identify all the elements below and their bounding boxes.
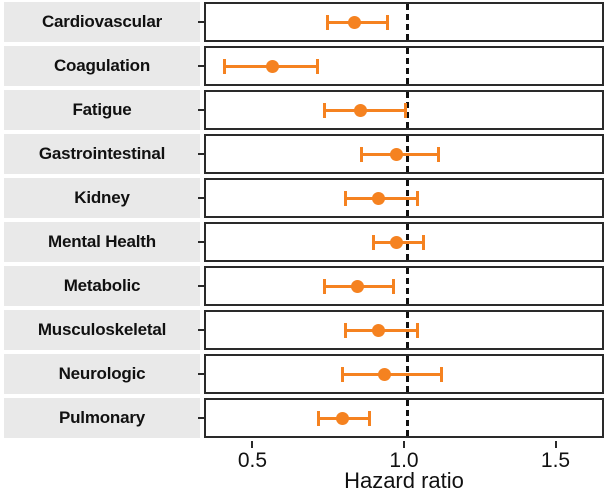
confidence-interval-cap-high — [416, 191, 419, 206]
confidence-interval-cap-high — [422, 235, 425, 250]
row-panel — [204, 310, 604, 350]
confidence-interval-line — [342, 373, 442, 376]
reference-line — [406, 268, 409, 304]
row-label-cardiovascular: Cardiovascular — [4, 2, 200, 42]
row-label-coagulation: Coagulation — [4, 46, 200, 86]
confidence-interval-cap-low — [360, 147, 363, 162]
row-panel — [204, 2, 604, 42]
panel-inner — [206, 268, 602, 304]
reference-line — [406, 400, 409, 436]
confidence-interval-cap-high — [437, 147, 440, 162]
panel-inner — [206, 180, 602, 216]
panel-inner — [206, 312, 602, 348]
row-label-pulmonary: Pulmonary — [4, 398, 200, 438]
row-label-musculoskeletal: Musculoskeletal — [4, 310, 200, 350]
estimate-point — [266, 60, 279, 73]
estimate-point — [354, 104, 367, 117]
row-label-fatigue: Fatigue — [4, 90, 200, 130]
estimate-point — [390, 236, 403, 249]
confidence-interval-cap-high — [386, 15, 389, 30]
row-panel — [204, 222, 604, 262]
row-panel — [204, 134, 604, 174]
row-label-mental-health: Mental Health — [4, 222, 200, 262]
row-panel — [204, 90, 604, 130]
row-label-neurologic: Neurologic — [4, 354, 200, 394]
row-panel — [204, 266, 604, 306]
row-panel — [204, 354, 604, 394]
confidence-interval-cap-high — [404, 103, 407, 118]
confidence-interval-cap-low — [223, 59, 226, 74]
reference-line — [406, 4, 409, 40]
confidence-interval-cap-high — [416, 323, 419, 338]
row-label-kidney: Kidney — [4, 178, 200, 218]
confidence-interval-cap-high — [392, 279, 395, 294]
row-panel — [204, 46, 604, 86]
confidence-interval-cap-low — [326, 15, 329, 30]
confidence-interval-cap-low — [372, 235, 375, 250]
confidence-interval-cap-high — [440, 367, 443, 382]
x-axis-tick — [403, 441, 405, 448]
confidence-interval-cap-low — [344, 323, 347, 338]
estimate-point — [372, 324, 385, 337]
panel-inner — [206, 4, 602, 40]
x-axis-title: Hazard ratio — [344, 468, 464, 493]
estimate-point — [351, 280, 364, 293]
row-panel — [204, 398, 604, 438]
estimate-point — [336, 412, 349, 425]
panel-inner — [206, 48, 602, 84]
estimate-point — [348, 16, 361, 29]
panel-inner — [206, 224, 602, 260]
x-axis-tick-label: 1.0 — [389, 449, 419, 472]
x-axis-tick-label: 0.5 — [237, 449, 268, 472]
x-axis-tick — [251, 441, 253, 448]
confidence-interval-cap-low — [317, 411, 320, 426]
row-panel — [204, 178, 604, 218]
confidence-interval-cap-low — [323, 103, 326, 118]
confidence-interval-cap-high — [368, 411, 371, 426]
x-axis-tick-label: 1.5 — [540, 449, 571, 472]
confidence-interval-cap-low — [341, 367, 344, 382]
row-label-gastrointestinal: Gastrointestinal — [4, 134, 200, 174]
estimate-point — [390, 148, 403, 161]
estimate-point — [378, 368, 391, 381]
panel-inner — [206, 356, 602, 392]
row-label-metabolic: Metabolic — [4, 266, 200, 306]
confidence-interval-cap-high — [316, 59, 319, 74]
panel-inner — [206, 92, 602, 128]
confidence-interval-cap-low — [323, 279, 326, 294]
estimate-point — [372, 192, 385, 205]
confidence-interval-cap-low — [344, 191, 347, 206]
panel-inner — [206, 400, 602, 436]
panel-inner — [206, 136, 602, 172]
reference-line — [406, 48, 409, 84]
x-axis-tick — [555, 441, 557, 448]
